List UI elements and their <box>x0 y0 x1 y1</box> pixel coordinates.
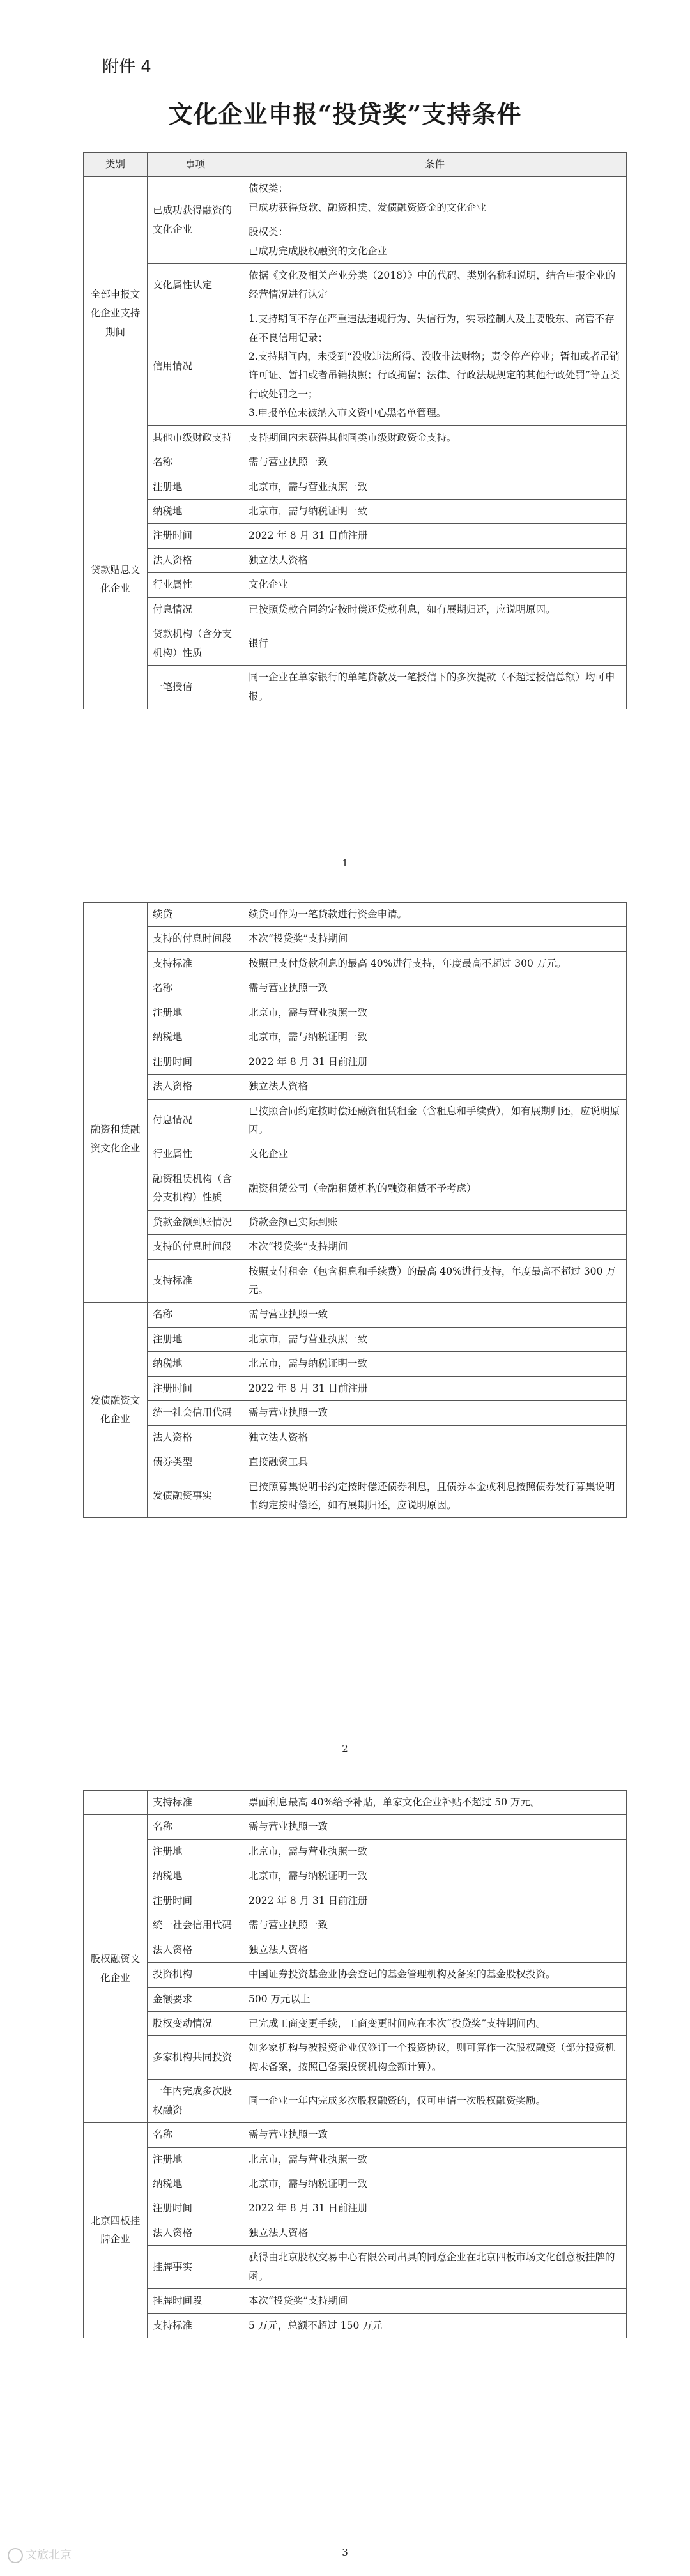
table-row <box>84 1376 627 1400</box>
condition-cell: 北京市，需与营业执照一致 <box>243 1000 627 1025</box>
item-cell: 发债融资事实 <box>148 1475 243 1518</box>
table-row <box>84 666 627 709</box>
condition-cell: 本次“投贷奖”支持期间 <box>243 1235 627 1259</box>
condition-cell: 股权类： 已成功完成股权融资的文化企业 <box>243 220 627 264</box>
table-row <box>84 976 627 1000</box>
table-body <box>84 903 627 1518</box>
table-row <box>84 1791 627 1815</box>
page-number: 3 <box>342 2547 348 2558</box>
table-row <box>84 1889 627 1913</box>
logo-icon <box>8 2548 23 2563</box>
item-cell: 支持标准 <box>148 1259 243 1303</box>
condition-cell: 续贷可作为一笔贷款进行资金申请。 <box>243 903 627 927</box>
table-row <box>84 1913 627 1938</box>
table-row <box>84 1425 627 1450</box>
category-cell: 北京四板挂牌企业 <box>84 2123 148 2338</box>
table-row <box>84 500 627 524</box>
item-cell: 注册地 <box>148 1839 243 1864</box>
item-cell: 贷款金额到账情况 <box>148 1210 243 1234</box>
item-cell: 债券类型 <box>148 1450 243 1475</box>
page-1 <box>0 0 690 882</box>
item-cell: 支持的付息时间段 <box>148 927 243 951</box>
condition-cell: 需与营业执照一致 <box>243 1401 627 1425</box>
item-cell: 一年内完成多次股权融资 <box>148 2080 243 2123</box>
condition-cell: 按照支付租金（包含租息和手续费）的最高 40%进行支持，年度最高不超过 300 万元。 <box>243 1259 627 1303</box>
table-row <box>84 1864 627 1889</box>
condition-cell: 同一企业一年内完成多次股权融资的，仅可申请一次股权融资奖励。 <box>243 2080 627 2123</box>
attachment-label: 附件 4 <box>102 57 151 77</box>
document-title: 文化企业申报“投贷奖”支持条件 <box>168 100 522 128</box>
condition-cell: 2022 年 8 月 31 日前注册 <box>243 524 627 548</box>
table-body <box>84 177 627 709</box>
condition-cell: 依据《文化及相关产业分类（2018）》中的代码、类别名称和说明，结合申报企业的经营情况进行认定 <box>243 264 627 307</box>
header-condition: 条件 <box>243 153 627 177</box>
category-cell: 全部申报文化企业支持期间 <box>84 177 148 450</box>
item-cell: 法人资格 <box>148 1938 243 1962</box>
condition-cell: 北京市，需与营业执照一致 <box>243 1327 627 1351</box>
table-row <box>84 1210 627 1234</box>
conditions-table-page-3 <box>83 1790 627 2338</box>
condition-cell: 直接融资工具 <box>243 1450 627 1475</box>
table-row <box>84 1401 627 1425</box>
page-number: 1 <box>342 857 348 869</box>
item-cell: 统一社会信用代码 <box>148 1401 243 1425</box>
table-row <box>84 425 627 450</box>
item-cell: 纳税地 <box>148 1025 243 1050</box>
condition-cell: 银行 <box>243 622 627 666</box>
table-row <box>84 1142 627 1167</box>
page-number: 2 <box>342 1743 348 1754</box>
condition-cell: 独立法人资格 <box>243 1425 627 1450</box>
table-row <box>84 951 627 976</box>
condition-cell: 北京市，需与营业执照一致 <box>243 2147 627 2172</box>
table-row <box>84 177 627 220</box>
item-cell: 支持标准 <box>148 1791 243 1815</box>
item-cell: 名称 <box>148 2123 243 2147</box>
condition-cell: 本次“投贷奖”支持期间 <box>243 927 627 951</box>
table-row <box>84 1099 627 1142</box>
condition-cell: 北京市，需与纳税证明一致 <box>243 1864 627 1889</box>
condition-cell: 需与营业执照一致 <box>243 1815 627 1839</box>
table-row <box>84 1352 627 1376</box>
item-cell: 支持标准 <box>148 951 243 976</box>
table-row <box>84 2080 627 2123</box>
condition-cell: 票面利息最高 40%给予补贴，单家文化企业补贴不超过 50 万元。 <box>243 1791 627 1815</box>
item-cell: 文化属性认定 <box>148 264 243 307</box>
table-row <box>84 1235 627 1259</box>
condition-cell: 北京市，需与纳税证明一致 <box>243 500 627 524</box>
item-cell: 名称 <box>148 1815 243 1839</box>
item-cell: 其他市级财政支持 <box>148 425 243 450</box>
table-row <box>84 548 627 572</box>
item-cell: 法人资格 <box>148 1425 243 1450</box>
category-cell: 股权融资文化企业 <box>84 1815 148 2123</box>
condition-cell: 同一企业在单家银行的单笔贷款及一笔授信下的多次提款（不超过授信总额）均可申报。 <box>243 666 627 709</box>
condition-cell: 已按照贷款合同约定按时偿还贷款利息，如有展期归还，应说明原因。 <box>243 597 627 622</box>
item-cell: 名称 <box>148 1303 243 1327</box>
table-row <box>84 1303 627 1327</box>
item-cell: 付息情况 <box>148 1099 243 1142</box>
table-row <box>84 597 627 622</box>
condition-cell: 按照已支付贷款利息的最高 40%进行支持，年度最高不超过 300 万元。 <box>243 951 627 976</box>
table-row <box>84 1815 627 1839</box>
condition-cell: 文化企业 <box>243 573 627 597</box>
header-category: 类别 <box>84 153 148 177</box>
item-cell: 付息情况 <box>148 597 243 622</box>
table-row <box>84 2147 627 2172</box>
item-cell: 注册时间 <box>148 524 243 548</box>
condition-cell: 获得由北京股权交易中心有限公司出具的同意企业在北京四板市场文化创意板挂牌的函。 <box>243 2246 627 2289</box>
table-row <box>84 307 627 426</box>
table-row <box>84 1327 627 1351</box>
condition-cell: 需与营业执照一致 <box>243 1913 627 1938</box>
item-cell: 纳税地 <box>148 1352 243 1376</box>
table-row <box>84 1000 627 1025</box>
table-row <box>84 1475 627 1518</box>
item-cell: 注册时间 <box>148 1889 243 1913</box>
item-cell: 行业属性 <box>148 1142 243 1167</box>
item-cell: 多家机构共同投资 <box>148 2036 243 2080</box>
item-cell: 法人资格 <box>148 1075 243 1099</box>
condition-cell: 2022 年 8 月 31 日前注册 <box>243 1889 627 1913</box>
item-cell: 注册时间 <box>148 1050 243 1074</box>
table-row <box>84 2123 627 2147</box>
conditions-table-page-1 <box>83 152 627 709</box>
item-cell: 支持的付息时间段 <box>148 1235 243 1259</box>
table-row <box>84 2172 627 2196</box>
table-row <box>84 1839 627 1864</box>
condition-cell: 北京市，需与纳税证明一致 <box>243 1025 627 1050</box>
table-row <box>84 1987 627 2011</box>
table-row <box>84 1167 627 1210</box>
condition-cell: 5 万元，总额不超过 150 万元 <box>243 2313 627 2338</box>
item-cell: 纳税地 <box>148 500 243 524</box>
watermark <box>8 2546 72 2563</box>
condition-cell: 债权类： 已成功获得贷款、融资租赁、发债融资资金的文化企业 <box>243 177 627 220</box>
category-cell: 融资租赁融资文化企业 <box>84 976 148 1303</box>
condition-cell: 融资租赁公司（金融租赁机构的融资租赁不予考虑） <box>243 1167 627 1210</box>
condition-cell: 独立法人资格 <box>243 548 627 572</box>
condition-cell: 支持期间内未获得其他同类市级财政资金支持。 <box>243 425 627 450</box>
condition-cell: 北京市，需与纳税证明一致 <box>243 1352 627 1376</box>
table-row <box>84 264 627 307</box>
item-cell: 注册地 <box>148 1327 243 1351</box>
item-cell: 名称 <box>148 976 243 1000</box>
condition-cell: 如多家机构与被投资企业仅签订一个投资协议，则可算作一次股权融资（部分投资机构未备案，按照已备案投资机构金额计算）。 <box>243 2036 627 2080</box>
table-row <box>84 450 627 475</box>
item-cell: 挂牌时间段 <box>148 2289 243 2313</box>
watermark-text: 文旅北京 <box>26 2549 72 2562</box>
item-cell: 支持标准 <box>148 2313 243 2338</box>
category-cell <box>84 903 148 976</box>
item-cell: 贷款机构（含分支机构）性质 <box>148 622 243 666</box>
table-row <box>84 1450 627 1475</box>
category-cell: 发债融资文化企业 <box>84 1303 148 1518</box>
condition-cell: 已按照合同约定按时偿还融资租赁租金（含租息和手续费），如有展期归还，应说明原因。 <box>243 1099 627 1142</box>
item-cell: 纳税地 <box>148 1864 243 1889</box>
table-row <box>84 2221 627 2245</box>
condition-cell: 北京市，需与营业执照一致 <box>243 1839 627 1864</box>
condition-cell: 1.支持期间不存在严重违法违规行为、失信行为，实际控制人及主要股东、高管不存在不良信用记录； 2.支持期间内，未受到“没收违法所得、没收非法财物；责令停产停业；暂扣或者吊销许可证、暂扣或者吊销执照；行政拘留；法律、行政法规规定的其他行政处罚”等五类行政处罚之一； 3.申报单位未被纳入市文资中心黑名单管理。 <box>243 307 627 426</box>
table-row <box>84 2289 627 2313</box>
table-row <box>84 2246 627 2289</box>
table-row <box>84 1938 627 1962</box>
condition-cell: 北京市，需与营业执照一致 <box>243 475 627 499</box>
item-cell: 纳税地 <box>148 2172 243 2196</box>
item-cell: 已成功获得融资的文化企业 <box>148 177 243 264</box>
table-row <box>84 2313 627 2338</box>
condition-cell: 需与营业执照一致 <box>243 976 627 1000</box>
item-cell: 注册时间 <box>148 2196 243 2221</box>
condition-cell: 2022 年 8 月 31 日前注册 <box>243 1376 627 1400</box>
table-row <box>84 2036 627 2080</box>
table-row <box>84 1050 627 1074</box>
table-row <box>84 524 627 548</box>
item-cell: 法人资格 <box>148 2221 243 2245</box>
category-cell <box>84 1791 148 1815</box>
item-cell: 注册地 <box>148 1000 243 1025</box>
item-cell: 注册地 <box>148 475 243 499</box>
condition-cell: 2022 年 8 月 31 日前注册 <box>243 2196 627 2221</box>
table-row <box>84 927 627 951</box>
table-row <box>84 1075 627 1099</box>
table-row <box>84 2011 627 2035</box>
condition-cell: 已完成工商变更手续，工商变更时间应在本次“投贷奖”支持期间内。 <box>243 2011 627 2035</box>
page-3 <box>0 1770 690 2576</box>
table-row <box>84 1259 627 1303</box>
page-2 <box>0 882 690 1770</box>
table-row <box>84 573 627 597</box>
table-body <box>84 1791 627 2338</box>
item-cell: 挂牌事实 <box>148 2246 243 2289</box>
condition-cell: 需与营业执照一致 <box>243 450 627 475</box>
category-cell: 贷款贴息文化企业 <box>84 450 148 709</box>
item-cell: 行业属性 <box>148 573 243 597</box>
condition-cell: 2022 年 8 月 31 日前注册 <box>243 1050 627 1074</box>
condition-cell: 北京市，需与纳税证明一致 <box>243 2172 627 2196</box>
condition-cell: 本次“投贷奖”支持期间 <box>243 2289 627 2313</box>
table-row <box>84 2196 627 2221</box>
item-cell: 统一社会信用代码 <box>148 1913 243 1938</box>
item-cell: 融资租赁机构（含分支机构）性质 <box>148 1167 243 1210</box>
item-cell: 信用情况 <box>148 307 243 426</box>
header-item: 事项 <box>148 153 243 177</box>
table-row <box>84 1025 627 1050</box>
condition-cell: 中国证券投资基金业协会登记的基金管理机构及备案的基金股权投资。 <box>243 1963 627 1987</box>
table-row <box>84 475 627 499</box>
conditions-table-page-2 <box>83 902 627 1518</box>
condition-cell: 500 万元以上 <box>243 1987 627 2011</box>
item-cell: 注册地 <box>148 2147 243 2172</box>
item-cell: 金额要求 <box>148 1987 243 2011</box>
table-row <box>84 1963 627 1987</box>
condition-cell: 独立法人资格 <box>243 1075 627 1099</box>
item-cell: 投资机构 <box>148 1963 243 1987</box>
item-cell: 注册时间 <box>148 1376 243 1400</box>
condition-cell: 独立法人资格 <box>243 1938 627 1962</box>
item-cell: 续贷 <box>148 903 243 927</box>
condition-cell: 贷款金额已实际到账 <box>243 1210 627 1234</box>
item-cell: 股权变动情况 <box>148 2011 243 2035</box>
condition-cell: 已按照募集说明书约定按时偿还债券利息，且债券本金或利息按照债券发行募集说明书约定按时偿还，如有展期归还，应说明原因。 <box>243 1475 627 1518</box>
item-cell: 一笔授信 <box>148 666 243 709</box>
condition-cell: 文化企业 <box>243 1142 627 1167</box>
item-cell: 法人资格 <box>148 548 243 572</box>
condition-cell: 需与营业执照一致 <box>243 1303 627 1327</box>
item-cell: 名称 <box>148 450 243 475</box>
table-row <box>84 903 627 927</box>
condition-cell: 需与营业执照一致 <box>243 2123 627 2147</box>
table-row <box>84 622 627 666</box>
condition-cell: 独立法人资格 <box>243 2221 627 2245</box>
